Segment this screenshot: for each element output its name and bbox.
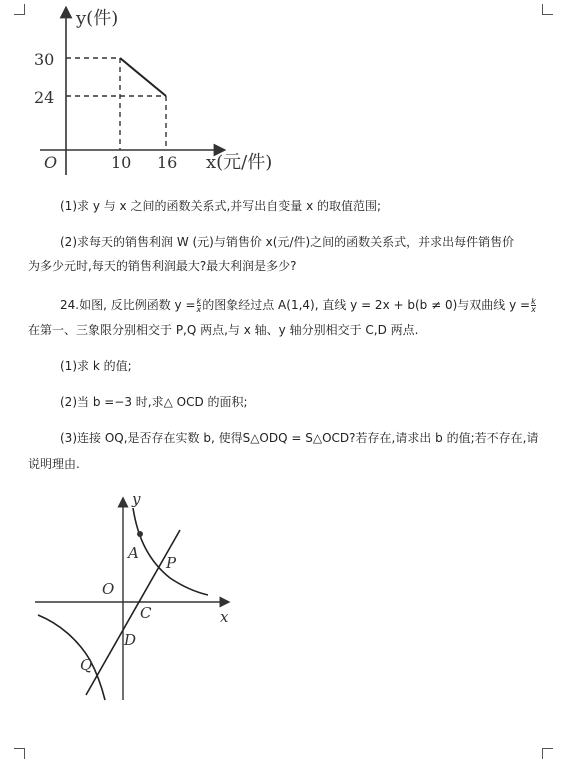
y-label: y [132, 490, 141, 508]
fraction-k-over-x: $\frac{k}{x}$ [196, 297, 202, 314]
label-a: A [128, 544, 139, 562]
label-d: D [124, 631, 137, 649]
crop-mark-top-right [542, 4, 553, 15]
hyperbola-graph [30, 490, 240, 705]
q24-line2: 在第一、三象限分别相交于 P,Q 两点,与 x 轴、y 轴分别相交于 C,D 两点. [28, 323, 419, 337]
q24-part3-line2: 说明理由. [28, 457, 80, 471]
x-tick-10: 10 [111, 153, 132, 172]
label-q: Q [80, 656, 93, 674]
origin-label: O [44, 153, 58, 172]
label-o: O [102, 580, 115, 598]
x-tick-16: 16 [157, 153, 178, 172]
y-tick-24: 24 [34, 88, 55, 107]
q24-line1 [60, 297, 537, 313]
q23-part2-line1: (2)求每天的销售利润 W (元)与销售价 x(元/件)之间的函数关系式，并求出每件销售价 [60, 235, 515, 249]
hyperbola-branch-first-quadrant [133, 508, 208, 595]
crop-mark-bottom-left [14, 748, 25, 759]
x-label: x [220, 608, 229, 626]
q23-part1: (1)求 y 与 x 之间的函数关系式,并写出自变量 x 的取值范围; [60, 199, 382, 213]
sales-graph [20, 0, 310, 190]
crop-mark-bottom-right [542, 748, 553, 759]
q24-part1: (1)求 k 的值; [60, 359, 132, 373]
q24-line1-part-a: 24.如图, 反比例函数 y = [60, 298, 196, 312]
q24-part3-line1: (3)连接 OQ,是否存在实数 b, 使得S△ODQ = S△OCD?若存在,请求出 b 的值;若不存在,请 [60, 431, 539, 445]
fraction-k-over-x-2: $\frac{k}{x}$ [531, 297, 536, 314]
x-axis-label: x(元/件) [206, 152, 273, 173]
function-segment [120, 58, 166, 96]
y-tick-30: 30 [34, 50, 55, 69]
y-axis-label: y(件) [76, 8, 119, 29]
label-p: P [166, 554, 177, 572]
point-a [137, 531, 143, 537]
q24-part2: (2)当 b =−3 时,求△ OCD 的面积; [60, 395, 248, 409]
q24-line1-part-b: 的图象经过点 A(1,4), 直线 y = 2x + b(b ≠ 0)与双曲线 y = [202, 298, 531, 312]
q23-part2-line2: 为多少元时,每天的销售利润最大?最大利润是多少? [28, 259, 297, 273]
label-c: C [140, 604, 152, 622]
hyperbola-branch-third-quadrant [38, 615, 105, 700]
